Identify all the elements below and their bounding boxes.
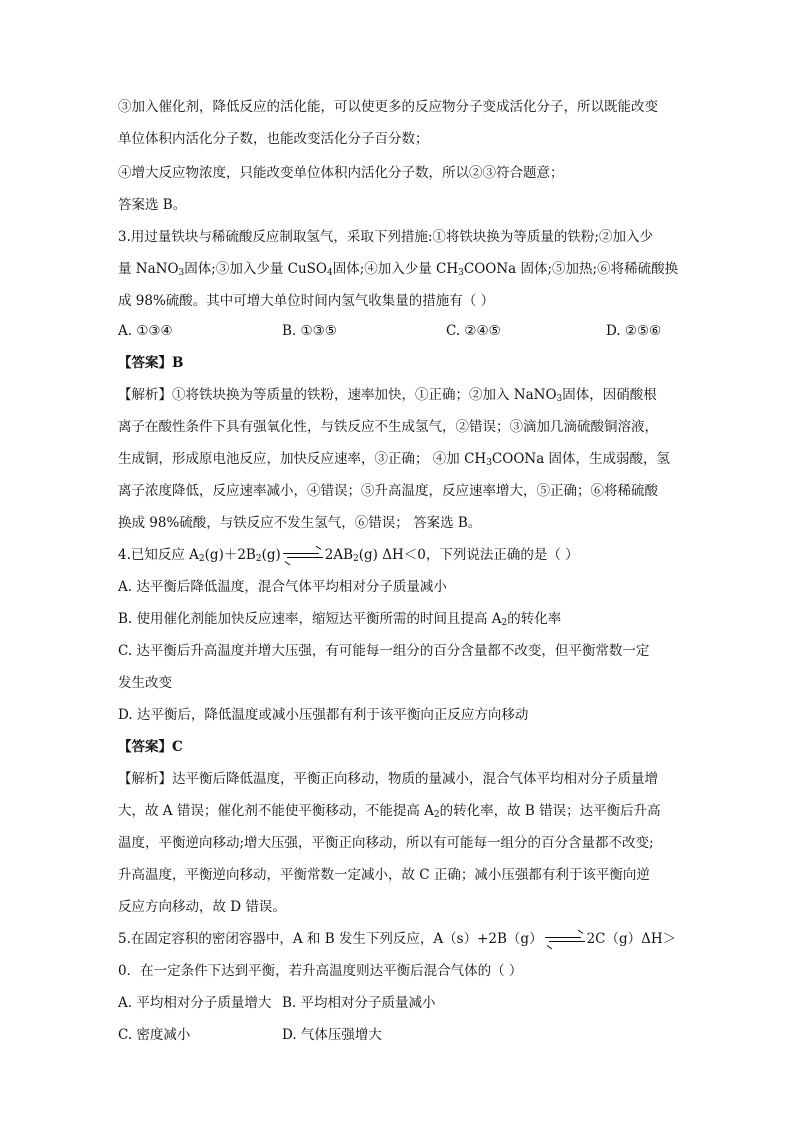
question-4-stem: 4.已知反应 $A_2(g)+2B_2(g)$ $2AB_2(g)$ ΔH＜0，下列说法正确的是（ ） (118, 547, 579, 564)
question-5-stem: 0．在一定条件下达到平衡，若升高温度则达平衡后混合气体的（ ） (118, 963, 523, 979)
option-a: A. ①③④ (118, 323, 173, 339)
question-3-stem: 3.用过量铁块与稀硫酸反应制取氢气，采取下列措施:①将铁块换为等质量的铁粉;②加入少 (118, 229, 653, 245)
option-b: B. 平均相对分子质量减小 (282, 995, 436, 1011)
analysis-line: 离子浓度降低，反应速率减小，④错误；⑤升高温度，反应速率增大，⑤正确；⑥将稀硫酸 (118, 483, 658, 499)
paragraph-line: 单位体积内活化分子数，也能改变活化分子百分数； (118, 131, 429, 147)
option-d: D. 气体压强增大 (282, 1027, 382, 1043)
answer-label: 【答案】B (118, 355, 184, 371)
option-c: C. 密度减小 (118, 1027, 191, 1043)
analysis-line: 【解析】①将铁块换为等质量的铁粉，速率加快，①正确；②加入 NaNO$_3$固体，因硝酸根 (118, 387, 657, 404)
equilibrium-arrow-icon (545, 935, 585, 945)
option-a: A. 平均相对分子质量增大 (118, 995, 272, 1011)
option-c: C. ②④⑤ (446, 323, 501, 339)
analysis-line: 换成 98%硫酸，与铁反应不发生氢气，⑥错误； 答案选 B。 (118, 515, 482, 531)
option-a: A. 达平衡后降低温度，混合气体平均相对分子质量减小 (118, 579, 447, 595)
analysis-line: 生成铜，形成原电池反应，加快反应速率，③正确； ④加 $CH_3COONa$ 固体，生成弱酸，氢 (118, 451, 671, 468)
option-c: C. 达平衡后升高温度并增大压强，有可能每一组分的百分含量都不改变，但平衡常数一定 (118, 643, 650, 659)
analysis-line: 反应方向移动，故 D 错误。 (118, 899, 286, 915)
question-3-options (118, 320, 678, 342)
question-3-stem: 量 NaNO$_3$固体;③加入少量 CuSO$_4$固体;④加入少量 $CH_3COONa$ 固体;⑤加热;⑥将稀硫酸换 (118, 261, 679, 278)
equilibrium-arrow-icon (283, 551, 323, 561)
analysis-line: 离子在酸性条件下具有强氧化性，与铁反应不生成氢气，②错误；③滴加几滴硫酸铜溶液， (118, 419, 658, 435)
option-d: D. ②⑤⑥ (606, 323, 662, 339)
answer-label: 【答案】C (118, 739, 183, 755)
question-5-options (118, 1024, 678, 1046)
analysis-line: 大，故 A 错误；催化剂不能使平衡移动，不能提高 $A_2$的转化率，故 B 错误；达平衡后升高 (118, 803, 661, 820)
paragraph-line: ④增大反应物浓度，只能改变单位体积内活化分子数，所以②③符合题意； (118, 165, 564, 181)
paragraph-line: ③加入催化剂，降低反应的活化能，可以使更多的反应物分子变成活化分子，所以既能改变 (118, 99, 658, 115)
option-b: B. 使用催化剂能加快反应速率，缩短达平衡所需的时间且提高 $A_2$的转化率 (118, 611, 562, 628)
question-3-stem: 成 98%硫酸。其中可增大单位时间内氢气收集量的措施有（ ） (118, 293, 495, 309)
option-c-cont: 发生改变 (118, 675, 172, 691)
analysis-line: 升高温度，平衡逆向移动，平衡常数一定减小，故 C 正确；减小压强都有利于该平衡向逆 (118, 867, 650, 883)
analysis-line: 【解析】达平衡后降低温度，平衡正向移动，物质的量减小，混合气体平均相对分子质量增 (118, 771, 658, 787)
question-5-options (118, 992, 678, 1014)
option-d: D. 达平衡后，降低温度或减小压强都有利于该平衡向正反应方向移动 (118, 707, 529, 723)
analysis-line: 温度，平衡逆向移动;增大压强，平衡正向移动，所以有可能每一组分的百分含量都不改变; (118, 835, 654, 851)
question-5-stem: 5.在固定容积的密闭容器中，A 和 B 发生下列反应，A（s）+2B（g） 2C（g）ΔH＞ (118, 931, 677, 947)
option-b: B. ①③⑤ (282, 323, 337, 339)
paragraph-line: 答案选 B。 (118, 197, 187, 213)
